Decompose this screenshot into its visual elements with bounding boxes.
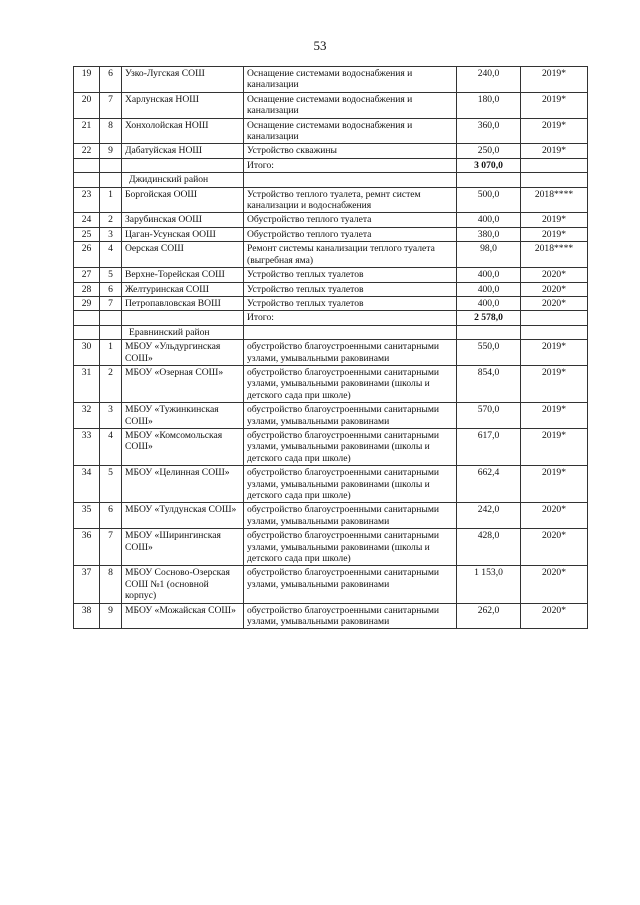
row-number: 29 xyxy=(74,296,100,310)
row-sub-number: 2 xyxy=(100,365,122,402)
empty-cell xyxy=(74,173,100,187)
year-value: 2019* xyxy=(521,340,588,366)
table-row xyxy=(74,268,588,282)
empty-cell xyxy=(100,173,122,187)
work-description: Обустройство теплого туалета xyxy=(244,213,457,227)
work-description: Устройство теплых туалетов xyxy=(244,282,457,296)
cost-value: 240,0 xyxy=(457,67,521,93)
row-sub-number: 8 xyxy=(100,566,122,603)
year-value: 2020* xyxy=(521,282,588,296)
cost-value: 428,0 xyxy=(457,529,521,566)
work-description: Устройство теплого туалета, ремнт систем канализации и водоснабжения xyxy=(244,187,457,213)
school-name: Цаган-Усунская ООШ xyxy=(122,227,244,241)
empty-cell xyxy=(521,173,588,187)
district-name: Еравнинский район xyxy=(122,325,244,339)
empty-cell xyxy=(521,325,588,339)
table-row xyxy=(74,144,588,158)
school-name: Оерская СОШ xyxy=(122,242,244,268)
district-row xyxy=(74,325,588,339)
school-name: МБОУ «Ширингинская СОШ» xyxy=(122,529,244,566)
schools-table xyxy=(73,66,588,629)
work-description: Устройство скважины xyxy=(244,144,457,158)
table-body xyxy=(74,67,588,629)
table-row xyxy=(74,603,588,629)
row-number: 31 xyxy=(74,365,100,402)
work-description: обустройство благоустроенными санитарными узлами, умывальными раковинами xyxy=(244,340,457,366)
table-row xyxy=(74,296,588,310)
year-value: 2020* xyxy=(521,529,588,566)
row-sub-number: 1 xyxy=(100,187,122,213)
school-name: МБОУ «Тужинкинская СОШ» xyxy=(122,403,244,429)
row-sub-number: 7 xyxy=(100,92,122,118)
table-row xyxy=(74,428,588,465)
school-name: МБОУ «Ульдургинская СОШ» xyxy=(122,340,244,366)
cost-value: 617,0 xyxy=(457,428,521,465)
row-sub-number: 9 xyxy=(100,603,122,629)
table-row xyxy=(74,340,588,366)
cost-value: 360,0 xyxy=(457,118,521,144)
year-value: 2019* xyxy=(521,144,588,158)
empty-cell xyxy=(244,173,457,187)
row-sub-number: 3 xyxy=(100,403,122,429)
year-value: 2019* xyxy=(521,365,588,402)
school-name: МБОУ «Озерная СОШ» xyxy=(122,365,244,402)
year-value: 2019* xyxy=(521,428,588,465)
district-row xyxy=(74,173,588,187)
work-description: Устройство теплых туалетов xyxy=(244,268,457,282)
school-name: МБОУ «Целинная СОШ» xyxy=(122,466,244,503)
year-value: 2020* xyxy=(521,503,588,529)
empty-cell xyxy=(122,311,244,325)
work-description: обустройство благоустроенными санитарными узлами, умывальными раковинами (школы и детского сада при школе) xyxy=(244,529,457,566)
total-row xyxy=(74,158,588,172)
school-name: МБОУ «Можайская СОШ» xyxy=(122,603,244,629)
row-number: 36 xyxy=(74,529,100,566)
row-sub-number: 5 xyxy=(100,268,122,282)
cost-value: 570,0 xyxy=(457,403,521,429)
work-description: обустройство благоустроенными санитарными узлами, умывальными раковинами xyxy=(244,403,457,429)
row-sub-number: 4 xyxy=(100,242,122,268)
school-name: Хонхолойская НОШ xyxy=(122,118,244,144)
school-name: Боргойская ООШ xyxy=(122,187,244,213)
total-value: 2 578,0 xyxy=(457,311,521,325)
row-number: 19 xyxy=(74,67,100,93)
year-value: 2019* xyxy=(521,466,588,503)
row-number: 21 xyxy=(74,118,100,144)
school-name: Дабатуйская НОШ xyxy=(122,144,244,158)
table-row xyxy=(74,529,588,566)
empty-cell xyxy=(521,158,588,172)
work-description: Ремонт системы канализации теплого туалета (выгребная яма) xyxy=(244,242,457,268)
table-row xyxy=(74,227,588,241)
work-description: Обустройство теплого туалета xyxy=(244,227,457,241)
table-row xyxy=(74,92,588,118)
empty-cell xyxy=(100,311,122,325)
table-row xyxy=(74,242,588,268)
work-description: Оснащение системами водоснабжения и канализации xyxy=(244,67,457,93)
row-number: 38 xyxy=(74,603,100,629)
empty-cell xyxy=(521,311,588,325)
work-description: обустройство благоустроенными санитарными узлами, умывальными раковинами (школы и детского сада при школе) xyxy=(244,466,457,503)
table-row xyxy=(74,118,588,144)
row-sub-number: 6 xyxy=(100,282,122,296)
row-number: 25 xyxy=(74,227,100,241)
school-name: МБОУ «Комсомольская СОШ» xyxy=(122,428,244,465)
row-number: 28 xyxy=(74,282,100,296)
work-description: Оснащение системами водоснабжения и канализации xyxy=(244,118,457,144)
row-number: 23 xyxy=(74,187,100,213)
row-number: 20 xyxy=(74,92,100,118)
work-description: обустройство благоустроенными санитарными узлами, умывальными раковинами (школы и детского сада при школе) xyxy=(244,428,457,465)
total-label: Итого: xyxy=(244,158,457,172)
empty-cell xyxy=(457,325,521,339)
year-value: 2019* xyxy=(521,213,588,227)
year-value: 2020* xyxy=(521,296,588,310)
work-description: обустройство благоустроенными санитарными узлами, умывальными раковинами (школы и детского сада при школе) xyxy=(244,365,457,402)
school-name: Верхне-Торейская СОШ xyxy=(122,268,244,282)
table-row xyxy=(74,365,588,402)
school-name: МБОУ «Тулдунская СОШ» xyxy=(122,503,244,529)
year-value: 2019* xyxy=(521,403,588,429)
cost-value: 854,0 xyxy=(457,365,521,402)
row-number: 30 xyxy=(74,340,100,366)
total-label: Итого: xyxy=(244,311,457,325)
table-row xyxy=(74,213,588,227)
work-description: Устройство теплых туалетов xyxy=(244,296,457,310)
row-number: 33 xyxy=(74,428,100,465)
cost-value: 262,0 xyxy=(457,603,521,629)
cost-value: 180,0 xyxy=(457,92,521,118)
row-sub-number: 6 xyxy=(100,67,122,93)
row-number: 32 xyxy=(74,403,100,429)
district-name: Джидинский район xyxy=(122,173,244,187)
table-row xyxy=(74,403,588,429)
school-name: МБОУ Сосново-Озерская СОШ №1 (основной корпус) xyxy=(122,566,244,603)
empty-cell xyxy=(122,158,244,172)
cost-value: 400,0 xyxy=(457,296,521,310)
work-description: обустройство благоустроенными санитарными узлами, умывальными раковинами xyxy=(244,566,457,603)
year-value: 2018**** xyxy=(521,187,588,213)
row-sub-number: 4 xyxy=(100,428,122,465)
total-row xyxy=(74,311,588,325)
total-value: 3 070,0 xyxy=(457,158,521,172)
school-name: Харлунская НОШ xyxy=(122,92,244,118)
row-number: 35 xyxy=(74,503,100,529)
empty-cell xyxy=(100,325,122,339)
year-value: 2019* xyxy=(521,227,588,241)
cost-value: 500,0 xyxy=(457,187,521,213)
cost-value: 1 153,0 xyxy=(457,566,521,603)
empty-cell xyxy=(74,311,100,325)
cost-value: 400,0 xyxy=(457,213,521,227)
table-row xyxy=(74,566,588,603)
year-value: 2020* xyxy=(521,268,588,282)
work-description: Оснащение системами водоснабжения и канализации xyxy=(244,92,457,118)
row-sub-number: 7 xyxy=(100,529,122,566)
row-number: 37 xyxy=(74,566,100,603)
row-sub-number: 1 xyxy=(100,340,122,366)
year-value: 2018**** xyxy=(521,242,588,268)
cost-value: 380,0 xyxy=(457,227,521,241)
empty-cell xyxy=(244,325,457,339)
cost-value: 400,0 xyxy=(457,268,521,282)
school-name: Петропавловская ВОШ xyxy=(122,296,244,310)
row-number: 24 xyxy=(74,213,100,227)
row-sub-number: 9 xyxy=(100,144,122,158)
table-row xyxy=(74,503,588,529)
cost-value: 250,0 xyxy=(457,144,521,158)
row-sub-number: 7 xyxy=(100,296,122,310)
empty-cell xyxy=(457,173,521,187)
empty-cell xyxy=(74,158,100,172)
year-value: 2020* xyxy=(521,566,588,603)
school-name: Узко-Лугская СОШ xyxy=(122,67,244,93)
table-row xyxy=(74,466,588,503)
cost-value: 400,0 xyxy=(457,282,521,296)
row-number: 26 xyxy=(74,242,100,268)
row-number: 22 xyxy=(74,144,100,158)
cost-value: 242,0 xyxy=(457,503,521,529)
year-value: 2019* xyxy=(521,92,588,118)
row-sub-number: 6 xyxy=(100,503,122,529)
page-number: 53 xyxy=(313,38,327,53)
work-description: обустройство благоустроенными санитарными узлами, умывальными раковинами xyxy=(244,503,457,529)
year-value: 2019* xyxy=(521,118,588,144)
cost-value: 662,4 xyxy=(457,466,521,503)
cost-value: 98,0 xyxy=(457,242,521,268)
row-sub-number: 2 xyxy=(100,213,122,227)
row-number: 27 xyxy=(74,268,100,282)
table-row xyxy=(74,67,588,93)
school-name: Зарубинская ООШ xyxy=(122,213,244,227)
cost-value: 550,0 xyxy=(457,340,521,366)
school-name: Желтуринская СОШ xyxy=(122,282,244,296)
row-sub-number: 8 xyxy=(100,118,122,144)
row-sub-number: 3 xyxy=(100,227,122,241)
year-value: 2020* xyxy=(521,603,588,629)
empty-cell xyxy=(74,325,100,339)
table-row xyxy=(74,187,588,213)
year-value: 2019* xyxy=(521,67,588,93)
work-description: обустройство благоустроенными санитарными узлами, умывальными раковинами xyxy=(244,603,457,629)
table-row xyxy=(74,282,588,296)
row-number: 34 xyxy=(74,466,100,503)
empty-cell xyxy=(100,158,122,172)
row-sub-number: 5 xyxy=(100,466,122,503)
